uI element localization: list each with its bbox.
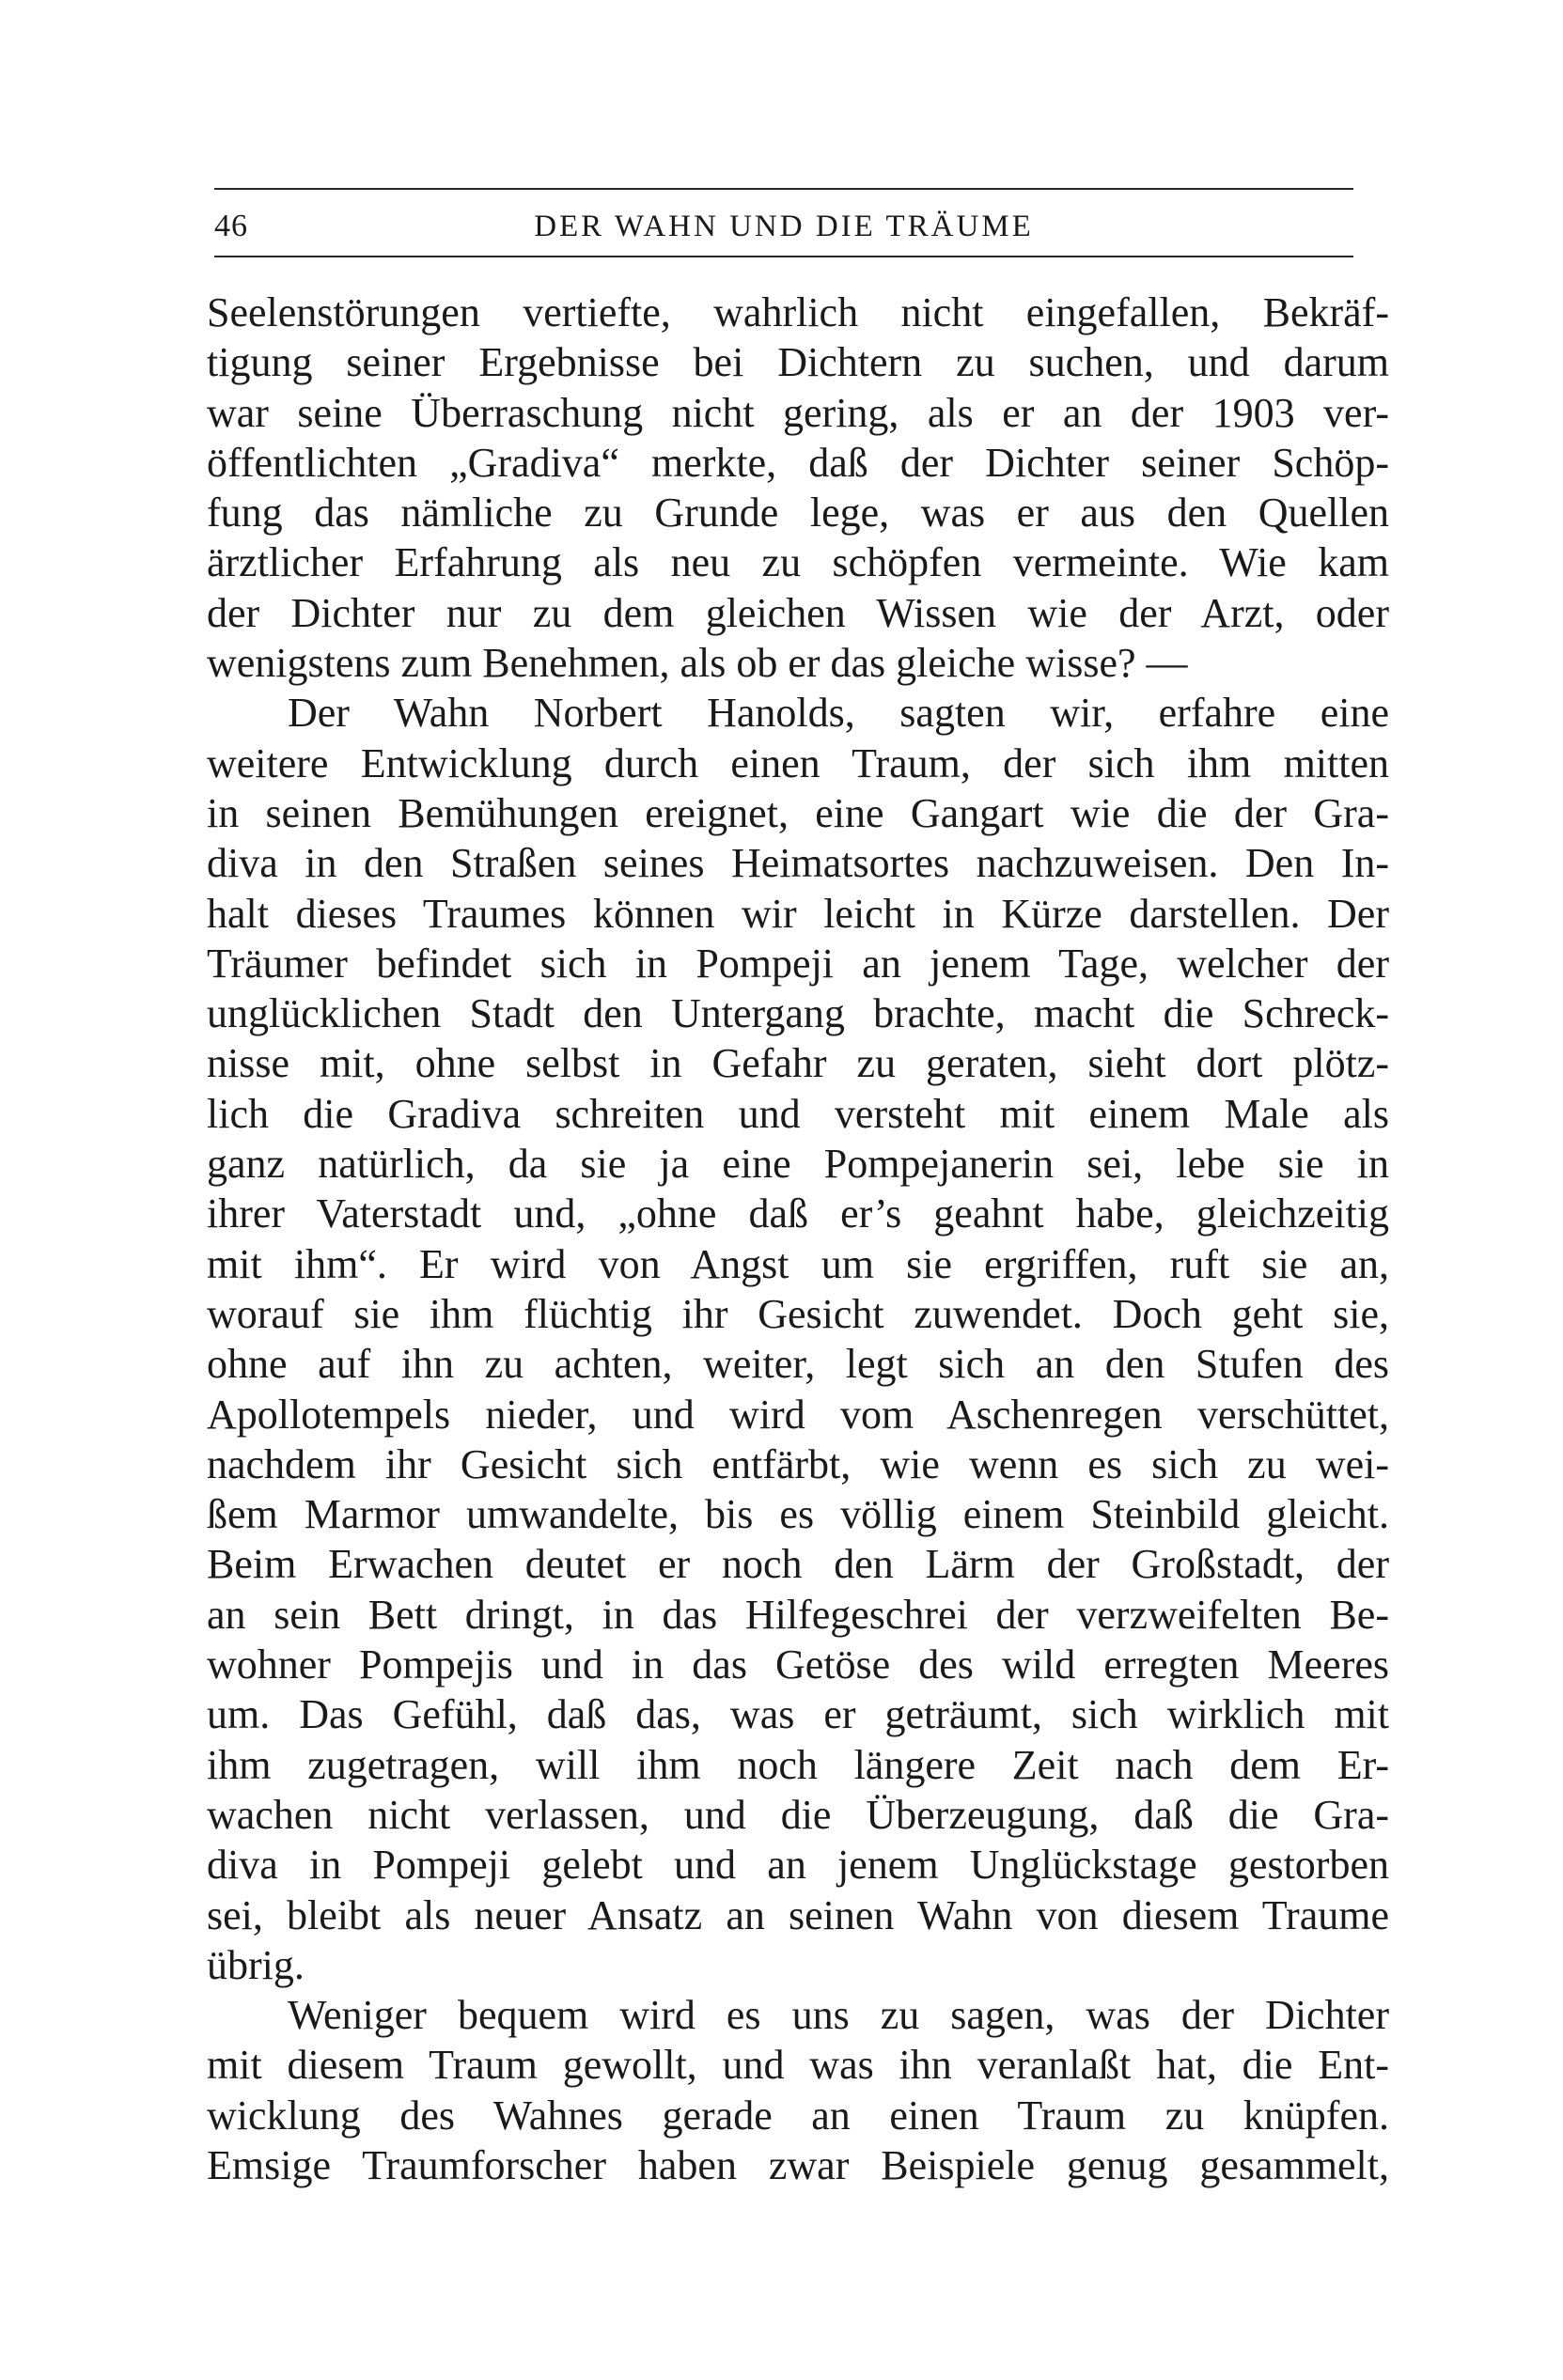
header-rule-bottom (214, 256, 1353, 257)
text-line: mit ihm“. Er wird von Angst um sie ergriffen, ruft sie an, (207, 1240, 1389, 1287)
text-line: unglücklichen Stadt den Untergang brachte, macht die Schreck- (207, 990, 1389, 1037)
text-line: wohner Pompejis und in das Getöse des wild erregten Meeres (207, 1641, 1389, 1688)
text-line: der Dichter nur zu dem gleichen Wissen wie der Arzt, oder (207, 589, 1389, 636)
text-line: an sein Bett dringt, in das Hilfegeschrei der verzweifelten Be- (207, 1591, 1389, 1638)
text-line: wenigstens zum Benehmen, als ob er das gleiche wisse? — (207, 640, 1188, 687)
text-line: übrig. (207, 1941, 305, 1988)
text-line: ßem Marmor umwandelte, bis es völlig einem Steinbild gleicht. (207, 1491, 1389, 1538)
page-header (214, 205, 1353, 248)
text-line: diva in Pompeji gelebt und an jenem Unglückstage gestorben (207, 1842, 1389, 1889)
body-text (207, 288, 1389, 2190)
running-title: DER WAHN UND DIE TRÄUME (534, 210, 1034, 243)
text-line: wachen nicht verlassen, und die Überzeugung, daß die Gra- (207, 1791, 1389, 1838)
header-rule-top (214, 188, 1353, 190)
text-line: sei, bleibt als neuer Ansatz an seinen Wahn von diesem Traume (207, 1891, 1389, 1938)
text-line: halt dieses Traumes können wir leicht in Kürze darstellen. Der (207, 890, 1389, 937)
text-line: ohne auf ihn zu achten, weiter, legt sich an den Stufen des (207, 1341, 1389, 1388)
page-number: 46 (214, 209, 248, 243)
text-line: diva in den Straßen seines Heimatsortes nachzuweisen. Den In- (207, 840, 1389, 887)
text-line: öffentlichten „Gradiva“ merkte, daß der Dichter seiner Schöp- (207, 439, 1389, 486)
text-line: Beim Erwachen deutet er noch den Lärm der Großstadt, der (207, 1541, 1389, 1588)
text-line: ganz natürlich, da sie ja eine Pompejanerin sei, lebe sie in (207, 1141, 1389, 1188)
text-line: nachdem ihr Gesicht sich entfärbt, wie wenn es sich zu wei- (207, 1440, 1389, 1487)
text-line: worauf sie ihm flüchtig ihr Gesicht zuwendet. Doch geht sie, (207, 1290, 1389, 1337)
text-line: Der Wahn Norbert Hanolds, sagten wir, erfahre eine (288, 690, 1389, 737)
text-line: lich die Gradiva schreiten und versteht mit einem Male als (207, 1090, 1389, 1137)
text-line: nisse mit, ohne selbst in Gefahr zu geraten, sieht dort plötz- (207, 1040, 1389, 1087)
text-line: wicklung des Wahnes gerade an einen Traum zu knüpfen. (207, 2092, 1389, 2139)
text-line: ärztlicher Erfahrung als neu zu schöpfen vermeinte. Wie kam (207, 539, 1389, 586)
text-line: in seinen Bemühungen ereignet, eine Gangart wie die der Gra- (207, 789, 1389, 836)
text-line: Emsige Traumforscher haben zwar Beispiele genug gesammelt, (207, 2141, 1389, 2188)
text-line: Apollotempels nieder, und wird vom Aschenregen verschüttet, (207, 1391, 1389, 1438)
text-line: weitere Entwicklung durch einen Traum, der sich ihm mitten (207, 739, 1389, 786)
text-line: ihm zugetragen, will ihm noch längere Zeit nach dem Er- (207, 1741, 1389, 1788)
text-line: fung das nämliche zu Grunde lege, was er aus den Quellen (207, 490, 1389, 537)
text-line: war seine Überraschung nicht gering, als er an der 1903 ver- (207, 389, 1389, 436)
text-line: Träumer befindet sich in Pompeji an jenem Tage, welcher der (207, 940, 1389, 987)
text-line: mit diesem Traum gewollt, und was ihn veranlaßt hat, die Ent- (207, 2042, 1389, 2089)
text-line: Seelenstörungen vertiefte, wahrlich nicht eingefallen, Bekräf- (207, 289, 1389, 335)
text-line: Weniger bequem wird es uns zu sagen, was der Dichter (288, 1992, 1389, 2039)
text-line: tigung seiner Ergebnisse bei Dichtern zu suchen, und darum (207, 339, 1389, 386)
text-line: ihrer Vaterstadt und, „ohne daß er’s geahnt habe, gleichzeitig (207, 1190, 1389, 1237)
text-line: um. Das Gefühl, daß das, was er geträumt, sich wirklich mit (207, 1691, 1389, 1738)
